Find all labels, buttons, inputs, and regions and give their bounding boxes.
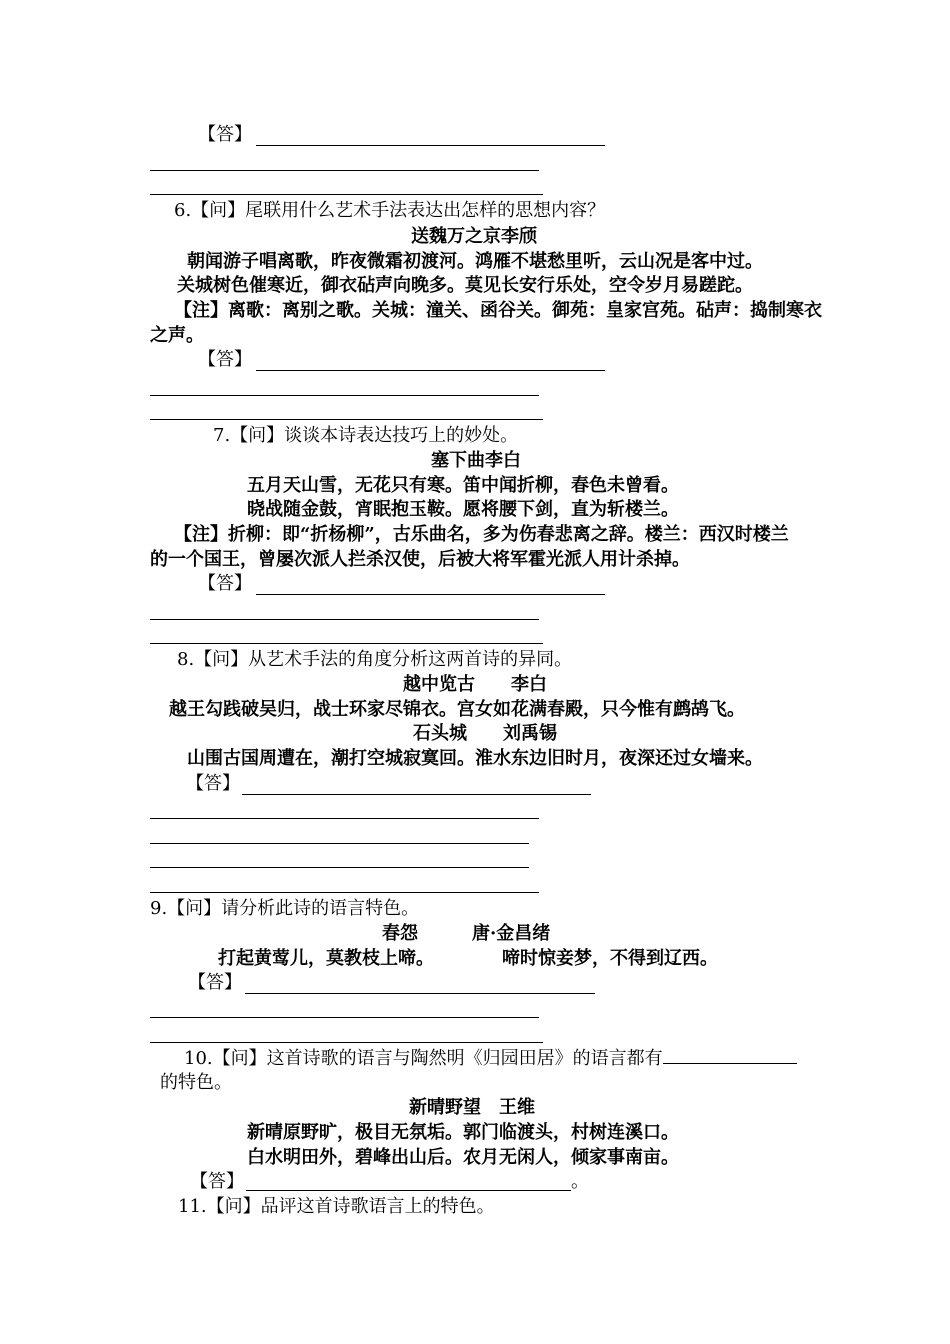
question-6-prompt: 6.【问】尾联用什么艺术手法表达出怎样的思想内容？ (174, 200, 606, 221)
answer-line[interactable] (150, 194, 543, 195)
question-10-prompt-end: 的特色。 (160, 1072, 232, 1093)
fill-in-blank[interactable] (663, 1047, 797, 1064)
answer-line[interactable] (150, 892, 539, 893)
poem-line: 关城树色催寒近，御衣砧声向晚多。莫见长安行乐处，空令岁月易蹉跎。 (177, 275, 753, 296)
answer-line[interactable] (150, 170, 539, 171)
answer-line[interactable] (150, 395, 539, 396)
poem-line: 打起黄莺儿，莫教枝上啼。 (218, 948, 434, 969)
answer-period: 。 (571, 1171, 589, 1192)
answer-line[interactable] (150, 643, 543, 644)
poem-line: 五月天山雪，无花只有寒。笛中闻折柳，春色未曾看。 (247, 475, 679, 496)
poem-title: 塞下曲李白 (431, 450, 521, 471)
answer-label: 【答】 (190, 1171, 244, 1192)
answer-line[interactable] (256, 594, 605, 595)
poem-title: 石头城 刘禹锡 (413, 723, 557, 744)
question-11-prompt: 11.【问】品评这首诗歌语言上的特色。 (178, 1196, 495, 1217)
answer-line[interactable] (150, 818, 539, 819)
question-10-prompt-text: 10.【问】这首诗歌的语言与陶然明《归园田居》的语言都有 (184, 1048, 663, 1069)
poem-title: 春怨 唐·金昌绪 (382, 923, 551, 944)
question-9-prompt: 9.【问】请分析此诗的语言特色。 (150, 898, 420, 919)
answer-line[interactable] (256, 370, 605, 371)
answer-label: 【答】 (186, 773, 240, 794)
poem-line: 晓战随金鼓，宵眠抱玉鞍。愿将腰下剑，直为斩楼兰。 (247, 499, 679, 520)
answer-line[interactable] (150, 843, 529, 844)
poem-note: 之声。 (150, 325, 204, 346)
poem-line: 越王勾践破吴归，战士环家尽锦衣。宫女如花满春殿，只今惟有鹧鸪飞。 (169, 699, 745, 720)
poem-note: 【注】离歌：离别之歌。关城：潼关、函谷关。御苑：皇家宫苑。砧声：捣制寒衣 (174, 300, 822, 321)
answer-label: 【答】 (198, 573, 252, 594)
answer-line[interactable] (150, 419, 543, 420)
poem-line: 朝闻游子唱离歌，昨夜微霜初渡河。鸿雁不堪愁里听，云山况是客中过。 (187, 251, 763, 272)
answer-label: 【答】 (198, 349, 252, 370)
answer-label: 【答】 (188, 972, 242, 993)
answer-line[interactable] (150, 1017, 539, 1018)
poem-title: 越中览古 李白 (403, 674, 547, 695)
question-8-prompt: 8.【问】从艺术手法的角度分析这两首诗的异同。 (177, 649, 573, 670)
answer-line[interactable] (245, 993, 595, 994)
poem-title: 送魏万之京李颀 (411, 226, 537, 247)
answer-line[interactable] (256, 145, 605, 146)
poem-note: 【注】折柳：即“折杨柳”，古乐曲名，多为伤春悲离之辞。楼兰：西汉时楼兰 (174, 524, 789, 545)
poem-line: 山围古国周遭在，潮打空城寂寞回。淮水东边旧时月，夜深还过女墙来。 (187, 748, 763, 769)
answer-line[interactable] (242, 794, 591, 795)
answer-label: 【答】 (198, 124, 252, 145)
poem-line: 啼时惊妾梦，不得到辽西。 (502, 948, 718, 969)
poem-line: 白水明田外，碧峰出山后。农月无闲人，倾家事南亩。 (247, 1147, 679, 1168)
question-10-prompt (184, 1047, 797, 1070)
question-7-prompt: 7.【问】谈谈本诗表达技巧上的妙处。 (213, 425, 519, 446)
poem-note: 的一个国王，曾屡次派人拦杀汉使，后被大将军霍光派人用计杀掉。 (150, 549, 690, 570)
poem-line: 新晴原野旷，极目无氛垢。郭门临渡头，村树连溪口。 (247, 1122, 679, 1143)
answer-line[interactable] (150, 619, 539, 620)
poem-title: 新晴野望 王维 (409, 1097, 535, 1118)
answer-line[interactable] (246, 1190, 571, 1191)
answer-line[interactable] (150, 867, 529, 868)
answer-line[interactable] (150, 1042, 543, 1043)
